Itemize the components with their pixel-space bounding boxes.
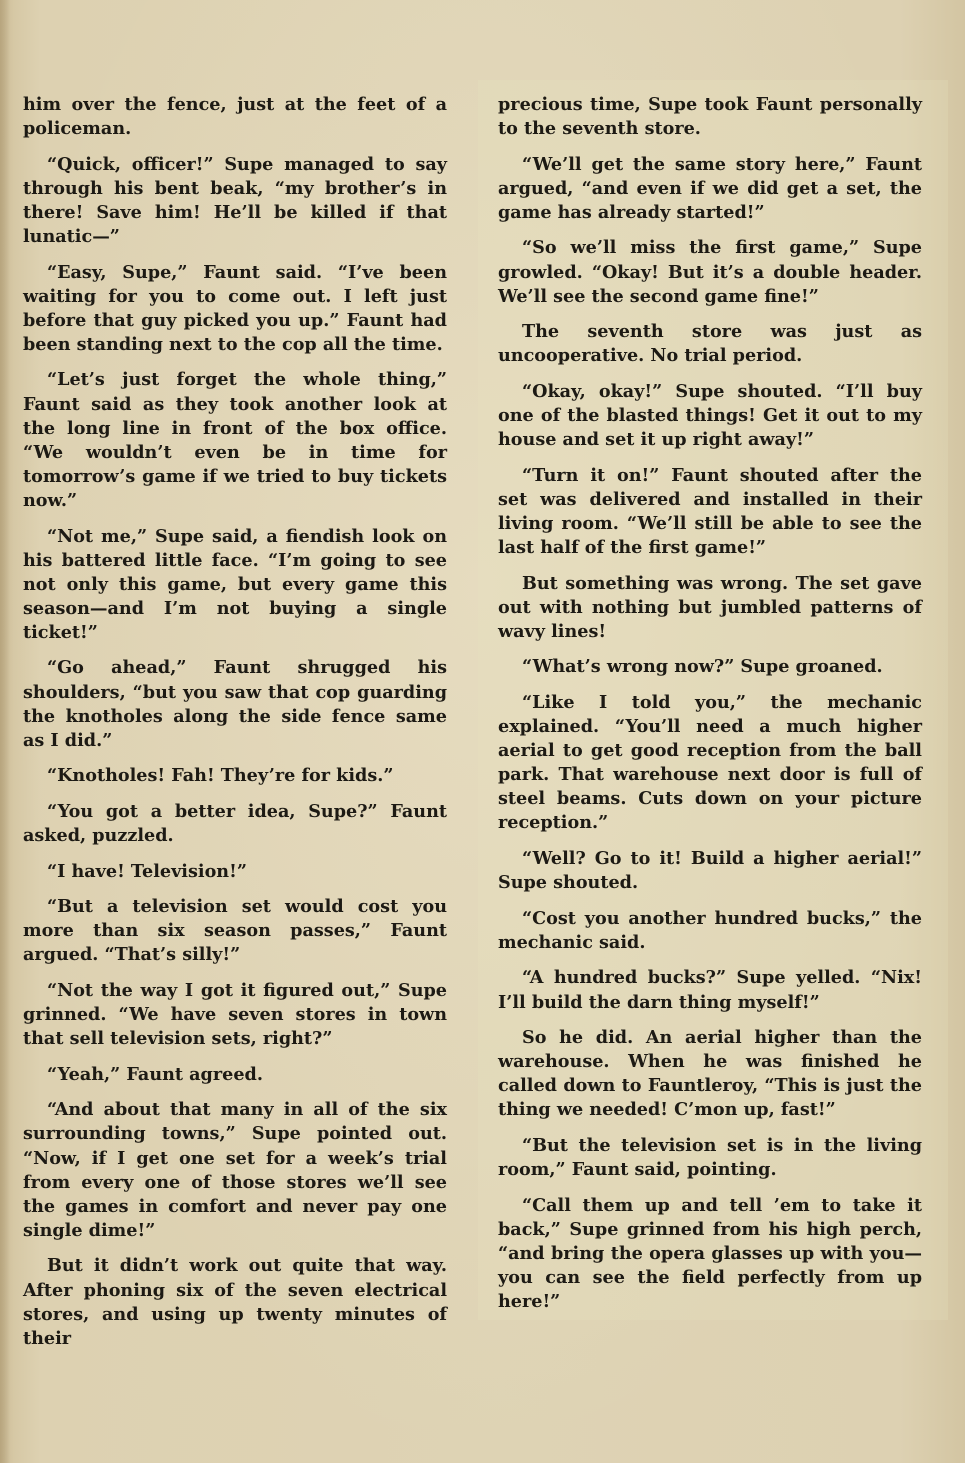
left-text-column: [23, 93, 447, 1362]
paragraph: “But the television set is in the living room,” Faunt said, pointing.: [498, 1134, 922, 1181]
paragraph: “Not me,” Supe said, a fiendish look on his battered little face. “I’m going to see not only this game, but every game this season—and I’m not buying a single ticket!”: [23, 525, 447, 643]
paragraph: “So we’ll miss the first game,” Supe growled. “Okay! But it’s a double header. We’ll see the second game fine!”: [498, 237, 922, 307]
paragraph: “Well? Go to it! Build a higher aerial!” Supe shouted.: [498, 848, 922, 894]
paragraph: him over the fence, just at the feet of a policeman.: [23, 94, 447, 140]
right-text-column: [498, 93, 922, 1326]
paragraph: But something was wrong. The set gave out with nothing but jumbled patterns of wavy lines!: [498, 572, 922, 642]
paragraph: “Cost you another hundred bucks,” the mechanic said.: [498, 907, 922, 953]
paragraph: “I have! Television!”: [47, 860, 247, 882]
paragraph: “A hundred bucks?” Supe yelled. “Nix! I’ll build the darn thing myself!”: [498, 967, 922, 1013]
paragraph: “But a television set would cost you more than six season passes,” Faunt argued. “That’s silly!”: [23, 896, 447, 966]
paragraph: “We’ll get the same story here,” Faunt argued, “and even if we did get a set, the game has already started!”: [498, 153, 922, 223]
paragraph: “Let’s just forget the whole thing,” Faunt said as they took another look at the long line in front of the box office. “We wouldn’t even be in time for tomorrow’s game if we tried to buy tickets now.”: [23, 369, 447, 511]
paragraph: “Yeah,” Faunt agreed.: [47, 1063, 263, 1085]
paragraph: precious time, Supe took Faunt personally to the seventh store.: [498, 94, 922, 140]
paragraph: The seventh store was just as uncooperative. No trial period.: [498, 321, 922, 367]
paragraph: “Not the way I got it figured out,” Supe grinned. “We have seven stores in town that sell television sets, right?”: [23, 980, 447, 1050]
paragraph: “What’s wrong now?” Supe groaned.: [522, 656, 883, 678]
paragraph: “You got a better idea, Supe?” Faunt asked, puzzled.: [23, 800, 447, 847]
paragraph: “Call them up and tell ’em to take it back,” Supe grinned from his high perch, “and bring the opera glasses up with you—you can see the field perfectly from up here!”: [498, 1194, 922, 1313]
paragraph: So he did. An aerial higher than the warehouse. When he was finished he called down to Fauntleroy, “This is just the thing we needed! C’mon up, fast!”: [498, 1027, 922, 1121]
paragraph: “Quick, officer!” Supe managed to say through his bent beak, “my brother’s in there! Save him! He’ll be killed if that lunatic—”: [23, 153, 447, 247]
paragraph: “Like I told you,” the mechanic explained. “You’ll need a much higher aerial to get good reception from the ball park. That warehouse next door is full of steel beams. Cuts down on your picture reception.”: [498, 691, 922, 834]
paragraph: “Go ahead,” Faunt shrugged his shoulders, “but you saw that cop guarding the knotholes along the side fence same as I did.”: [23, 657, 447, 751]
paragraph: “Knotholes! Fah! They’re for kids.”: [47, 765, 394, 787]
paragraph: “Easy, Supe,” Faunt said. “I’ve been waiting for you to come out. I left just before that guy picked you up.” Faunt had been standing next to the cop all the time.: [23, 261, 447, 355]
paragraph: “Turn it on!” Faunt shouted after the set was delivered and installed in their living room. “We’ll still be able to see the last half of the first game!”: [498, 464, 922, 558]
paragraph: “And about that many in all of the six surrounding towns,” Supe pointed out. “Now, if I get one set for a week’s trial from every one of those stores we’ll see the games in comfort and never pay one single dime!”: [23, 1099, 447, 1241]
paragraph: “Okay, okay!” Supe shouted. “I’ll buy one of the blasted things! Get it out to my house and set it up right away!”: [498, 380, 922, 451]
paragraph: But it didn’t work out quite that way. After phoning six of the seven electrical stores, and using up twenty minutes of their: [23, 1255, 447, 1349]
